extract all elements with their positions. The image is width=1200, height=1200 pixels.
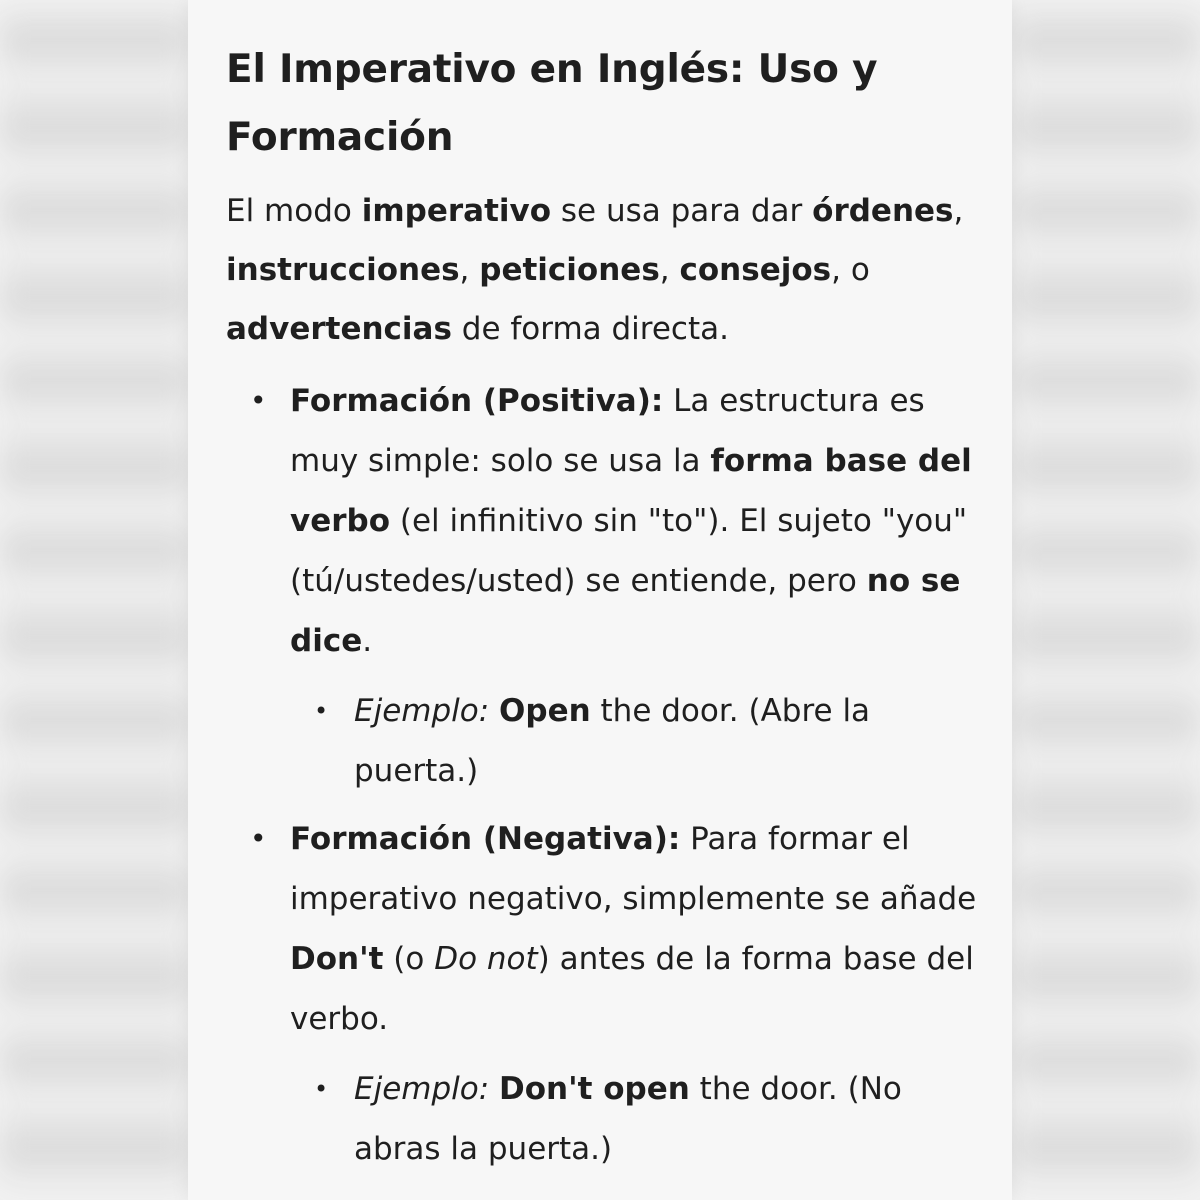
- page-title: El Imperativo en Inglés: Uso y Formación: [226, 47, 878, 160]
- intro-text: se usa para dar: [551, 193, 813, 229]
- intro-bold-peticiones: peticiones: [479, 252, 660, 288]
- positive-text: La estructura es muy simple: solo se usa la: [290, 383, 925, 479]
- article: [226, 36, 986, 1187]
- intro-text: ,: [953, 193, 964, 229]
- positive-bold-not-said: no se dice: [290, 563, 961, 659]
- negative-italic-do-not: Do not: [434, 941, 538, 977]
- intro-text: de forma directa.: [451, 311, 729, 347]
- intro-paragraph: [226, 182, 986, 359]
- intro-bold-advertencias: advertencias: [226, 311, 452, 347]
- intro-bold-consejos: consejos: [679, 252, 832, 288]
- positive-bold-base-form: forma base del verbo: [290, 443, 972, 539]
- positive-example-list: [290, 681, 986, 801]
- negative-example-list: [290, 1059, 986, 1179]
- bullet-icon: •: [250, 384, 267, 417]
- content-panel: [188, 0, 1012, 1200]
- formation-list: [226, 371, 986, 1179]
- negative-heading: Formación (Negativa):: [290, 821, 681, 857]
- example-bold-verb: Open: [499, 693, 591, 729]
- intro-text: ,: [459, 252, 480, 288]
- example-text: the door. (Abre la puerta.): [354, 693, 871, 789]
- intro-bold-imperativo: imperativo: [361, 193, 552, 229]
- example-bold-verb: Don't open: [499, 1071, 690, 1107]
- negative-text: (o: [383, 941, 435, 977]
- positive-text: .: [362, 623, 373, 659]
- positive-text: (el infinitivo sin "to"). El sujeto "you" (tú/ustedes/usted) se entiende, pero: [290, 503, 968, 599]
- bullet-icon: •: [314, 697, 329, 725]
- intro-text: , o: [831, 252, 870, 288]
- blurred-background-left: [0, 0, 190, 1200]
- positive-heading: Formación (Positiva):: [290, 383, 664, 419]
- negative-text: ) antes de la forma base del verbo.: [290, 941, 974, 1037]
- example-text: the door. (No abras la puerta.): [354, 1071, 902, 1167]
- negative-bold-dont: Don't: [290, 941, 384, 977]
- intro-text: El modo: [226, 193, 362, 229]
- intro-bold-instrucciones: instrucciones: [226, 252, 460, 288]
- list-item-positive: [226, 371, 986, 801]
- list-item-positive-example: [290, 681, 986, 801]
- blurred-background-right: [1012, 0, 1200, 1200]
- example-label: Ejemplo:: [354, 693, 490, 729]
- list-item-negative: [226, 809, 986, 1179]
- intro-bold-ordenes: órdenes: [812, 193, 954, 229]
- negative-text: Para formar el imperativo negativo, simplemente se añade: [290, 821, 977, 917]
- bullet-icon: •: [250, 822, 267, 855]
- example-label: Ejemplo:: [354, 1071, 490, 1107]
- list-item-negative-example: [290, 1059, 986, 1179]
- intro-text: ,: [659, 252, 680, 288]
- bullet-icon: •: [314, 1075, 329, 1103]
